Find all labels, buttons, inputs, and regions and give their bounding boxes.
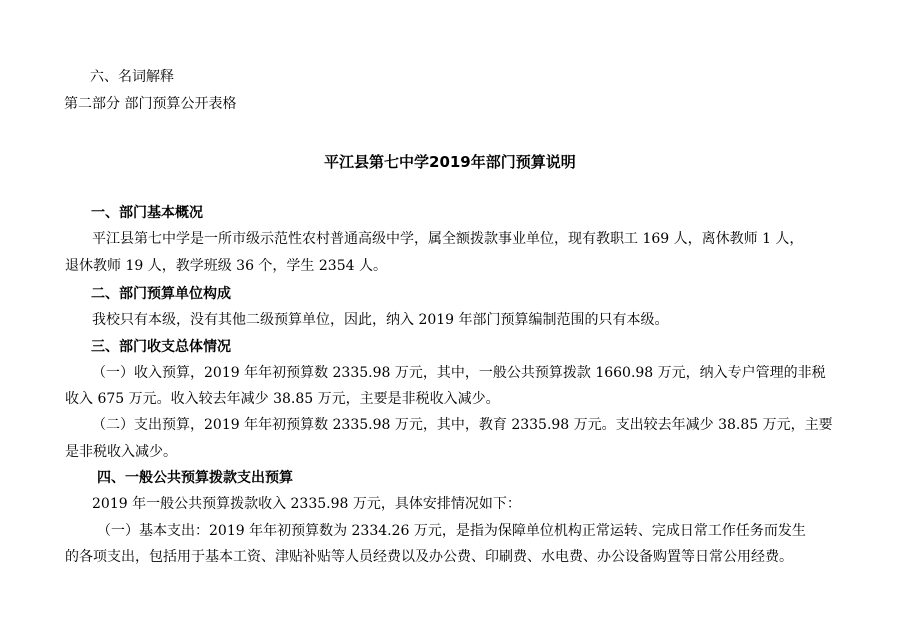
section-3-expense-line-2: 是非税收入减少。 [65, 444, 177, 460]
section-4-basic-expense-line-2: 的各项支出，包括用于基本工资、津贴补贴等人员经费以及办公费、印刷费、水电费、办公设备购置等日常公用经费。 [65, 549, 793, 565]
heading-part-two: 第二部分 部门预算公开表格 [64, 96, 237, 112]
section-2-paragraph: 我校只有本级，没有其他二级预算单位，因此，纳入 2019 年部门预算编制范围的只有本级。 [92, 312, 669, 328]
section-4-heading: 四、一般公共预算拨款支出预算 [97, 470, 293, 486]
section-4-basic-expense-line-1: （一）基本支出：2019 年年初预算数为 2334.26 万元，是指为保障单位机构正常运转、完成日常工作任务而发生 [97, 523, 806, 539]
section-3-heading: 三、部门收支总体情况 [91, 339, 231, 355]
section-2-heading: 二、部门预算单位构成 [91, 286, 231, 302]
document-title: 平江县第七中学2019年部门预算说明 [324, 153, 576, 171]
section-1-paragraph-line-1: 平江县第七中学是一所市级示范性农村普通高级中学，属全额拨款事业单位，现有教职工 169 人，离休教师 1 人， [92, 231, 804, 247]
section-4-intro: 2019 年一般公共预算拨款收入 2335.98 万元，具体安排情况如下： [92, 496, 521, 512]
heading-glossary: 六、名词解释 [90, 69, 174, 85]
section-3-income-line-2: 收入 675 万元。收入较去年减少 38.85 万元，主要是非税收入减少。 [65, 391, 500, 407]
section-3-income-line-1: （一）收入预算，2019 年年初预算数 2335.98 万元，其中，一般公共预算拨款 1660.98 万元，纳入专户管理的非税 [92, 365, 826, 381]
section-3-expense-line-1: （二）支出预算，2019 年年初预算数 2335.98 万元，其中，教育 2335.98 万元。支出较去年减少 38.85 万元，主要 [92, 417, 833, 433]
section-1-heading: 一、部门基本概况 [91, 205, 203, 221]
section-1-paragraph-line-2: 退休教师 19 人，教学班级 36 个，学生 2354 人。 [65, 258, 387, 274]
